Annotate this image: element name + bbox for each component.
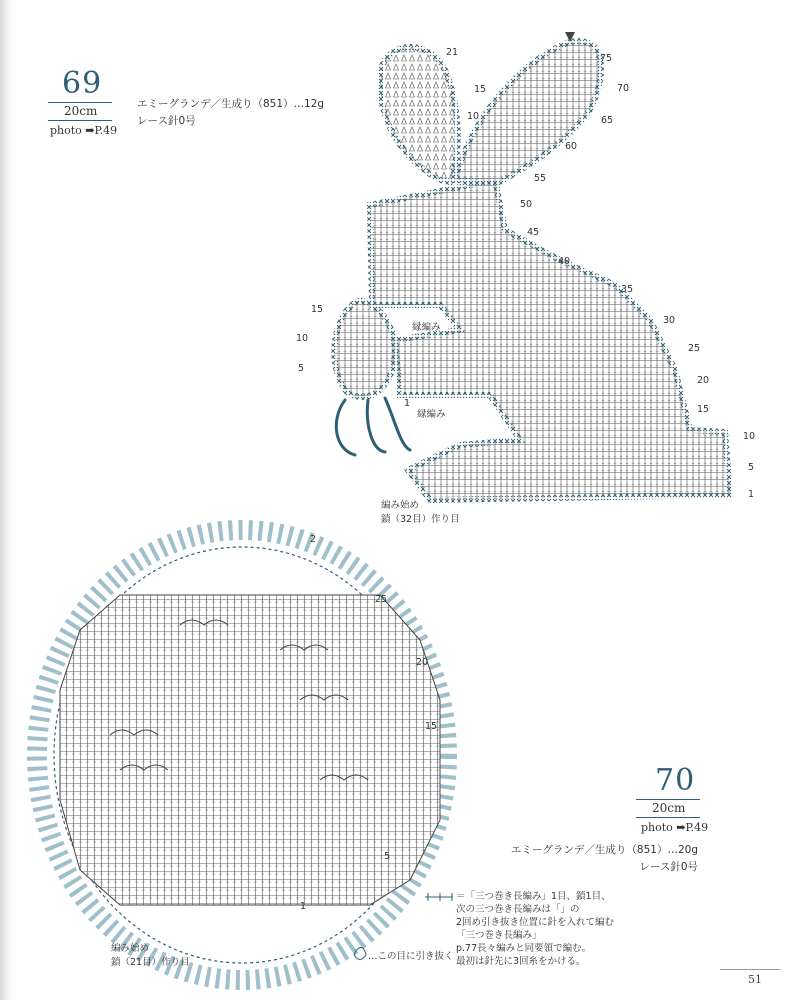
doily-row-15: 15 <box>425 721 438 732</box>
pattern-70-size: 20cm <box>652 801 686 815</box>
bunny-row-75: 75 <box>600 53 613 64</box>
page-number-rule <box>720 969 780 970</box>
ear-row-10: 10 <box>467 111 480 122</box>
ear-row-15: 15 <box>474 84 487 95</box>
bunny-row-20: 20 <box>697 375 710 386</box>
pattern-69-size: 20cm <box>64 104 98 118</box>
bunny-row-55: 55 <box>534 173 547 184</box>
pattern-69-start-1: 編み始め <box>381 500 420 511</box>
pattern-70-start <box>111 942 190 970</box>
pattern-70-photo-ref: photo ➡P.49 <box>641 821 709 834</box>
pattern-69-yarn: エミーグランデ／生成り（851）…12g <box>137 98 325 110</box>
bunny-row-25: 25 <box>688 343 701 354</box>
bunny-chart <box>334 32 730 500</box>
legend-line-2: 次の三つ巻き長編みは「」の <box>456 904 580 915</box>
tail-row-10: 10 <box>296 333 309 344</box>
pattern-70-start-1: 編み始め <box>111 943 150 954</box>
bunny-row-35: 35 <box>621 284 634 295</box>
pattern-69-start <box>381 499 460 527</box>
edge-label-2: 縁編み <box>417 409 446 420</box>
bunny-row-50: 50 <box>520 199 533 210</box>
bunny-row-60: 60 <box>565 141 578 152</box>
pattern-70-yarn: エミーグランデ／生成り（851）…20g <box>510 844 698 856</box>
bunny-row-5: 5 <box>748 462 755 473</box>
ear-row-21: 21 <box>446 47 459 58</box>
slip-stitch-note: …この目に引き抜く <box>368 951 454 962</box>
doily-row-5: 5 <box>384 851 391 862</box>
pattern-70-start-2: 鎖（21目）作り目 <box>111 957 190 968</box>
bunny-row-1: 1 <box>748 489 755 500</box>
pattern-69-start-2: 鎖（32目）作り目 <box>381 514 460 525</box>
bunny-row-65: 65 <box>601 115 614 126</box>
bunny-row-40: 40 <box>558 256 571 267</box>
pattern-69-photo-ref: photo ➡P.49 <box>50 124 118 137</box>
page-number: 51 <box>748 973 762 986</box>
legend-line-3: 2回め引き抜き位置に針を入れて編む <box>456 917 615 928</box>
legend-line-5: p.77長々編みと同要領で編む。 <box>456 943 592 954</box>
pattern-70-number: 70 <box>655 763 696 798</box>
doily-row-20: 20 <box>416 657 429 668</box>
tail-row-15: 15 <box>311 304 324 315</box>
stitch-legend <box>456 890 614 968</box>
bunny-row-70: 70 <box>617 83 630 94</box>
tail-row-5: 5 <box>298 363 305 374</box>
bunny-row-30: 30 <box>663 315 676 326</box>
tail-row-1: 1 <box>404 398 411 409</box>
bunny-row-10: 10 <box>743 431 756 442</box>
bunny-row-15: 15 <box>697 404 710 415</box>
pattern-70-hook: レース針0号 <box>639 861 698 873</box>
edge-label-1: 縁編み <box>412 322 441 333</box>
bunny-row-45: 45 <box>527 227 540 238</box>
doily-row-25: 25 <box>375 594 388 605</box>
legend-line-6: 最初は針先に3回糸をかける。 <box>456 956 586 967</box>
doily-row-1: 1 <box>300 901 307 912</box>
legend-line-4: 「三つ巻き長編み」 <box>456 930 542 941</box>
pattern-69-hook: レース針0号 <box>137 115 196 127</box>
pattern-69-number: 69 <box>62 66 103 101</box>
doily-row-2: 2 <box>310 534 317 545</box>
legend-line-1: ＝「三つ巻き長編み」1目、鎖1目、 <box>456 891 611 902</box>
